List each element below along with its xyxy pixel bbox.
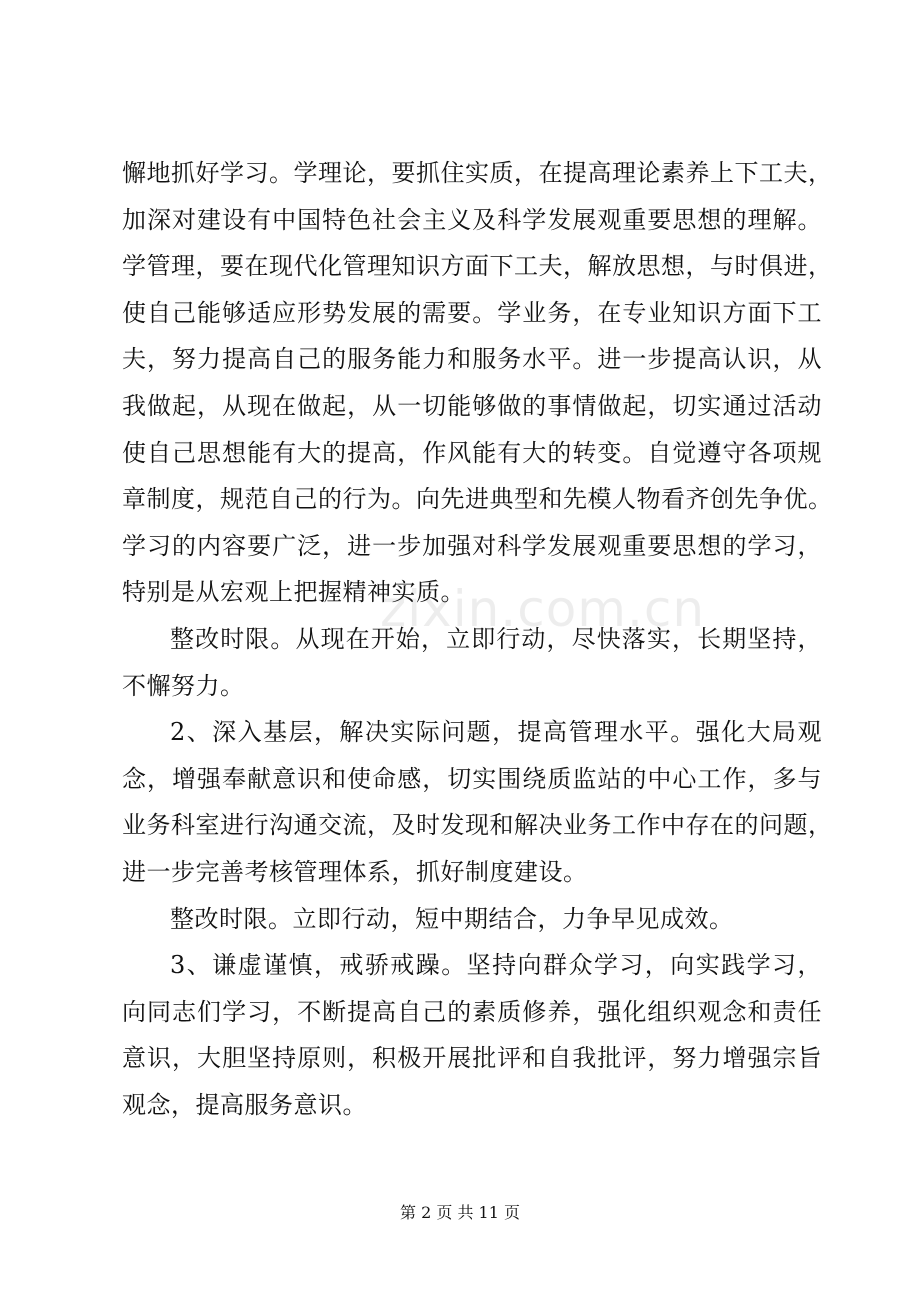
page-footer: 第 2 页 共 11 页 (400, 1203, 520, 1222)
text-line: 业务科室进行沟通交流，及时发现和解决业务工作中存在的问题， (122, 811, 833, 840)
paragraph-first-line: 整改时限。从现在开始，立即行动，尽快落实，长期坚持， (170, 624, 822, 653)
paragraph-first-line: 2、深入基层，解决实际问题，提高管理水平。强化大局观 (170, 718, 822, 747)
text-line: 学管理，要在现代化管理知识方面下工夫，解放思想，与时俱进， (122, 252, 833, 281)
text-line: 我做起，从现在做起，从一切能够做的事情做起，切实通过活动 (122, 391, 822, 420)
text-line: 加深对建设有中国特色社会主义及科学发展观重要思想的理解。 (122, 205, 822, 234)
paragraph-first-line: 3、谦虚谨慎，戒骄戒躁。坚持向群众学习，向实践学习， (170, 951, 822, 980)
text-line: 使自己思想能有大的提高，作风能有大的转变。自觉遵守各项规 (122, 438, 822, 467)
text-line: 进一步完善考核管理体系，抓好制度建设。 (122, 857, 588, 886)
text-line: 特别是从宏观上把握精神实质。 (122, 578, 465, 607)
text-line: 不懈努力。 (122, 671, 245, 700)
document-body (122, 150, 833, 1128)
text-line: 意识，大胆坚持原则，积极开展批评和自我批评，努力增强宗旨 (122, 1044, 822, 1073)
text-line: 使自己能够适应形势发展的需要。学业务，在专业知识方面下工 (122, 298, 822, 327)
text-line: 向同志们学习，不断提高自己的素质修养，强化组织观念和责任 (122, 997, 822, 1026)
watermark: zixin.com.cn (380, 580, 706, 638)
text-line: 观念，提高服务意识。 (122, 1090, 367, 1119)
paragraph-first-line: 整改时限。立即行动，短中期结合，力争早见成效。 (170, 904, 734, 933)
text-line: 念，增强奉献意识和使命感，切实围绕质监站的中心工作，多与 (122, 764, 822, 793)
text-line: 章制度，规范自己的行为。向先进典型和先模人物看齐创先争优。 (122, 485, 833, 514)
text-line: 夫，努力提高自己的服务能力和服务水平。进一步提高认识，从 (122, 345, 822, 374)
text-line: 懈地抓好学习。学理论，要抓住实质，在提高理论素养上下工夫， (122, 159, 833, 187)
text-line: 学习的内容要广泛，进一步加强对科学发展观重要思想的学习， (122, 531, 822, 560)
